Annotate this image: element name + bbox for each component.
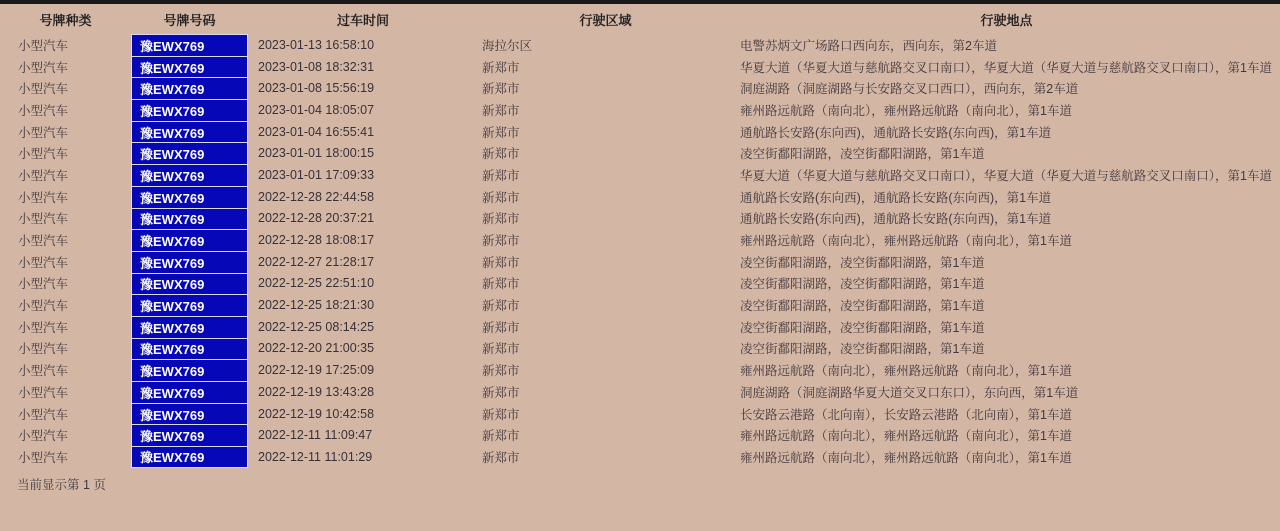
driving-area-cell: 新郑市 <box>482 364 520 379</box>
plate-number-badge[interactable]: 豫EWX769 <box>131 338 248 360</box>
plate-type-cell: 小型汽车 <box>18 234 69 249</box>
plate-number-cell <box>131 142 248 164</box>
pass-time-cell: 2022-12-20 21:00:35 <box>258 341 375 356</box>
column-header-pass-time: 过车时间 <box>336 12 389 28</box>
plate-number-cell <box>131 186 248 208</box>
table-header-row <box>0 4 1280 34</box>
plate-type-cell: 小型汽车 <box>18 82 69 97</box>
driving-area-cell: 新郑市 <box>482 299 520 314</box>
plate-number-cell <box>131 164 248 186</box>
column-header-plate-number: 号牌号码 <box>163 12 216 28</box>
pass-time-cell: 2022-12-11 11:01:29 <box>258 449 373 464</box>
vehicle-records-table <box>0 4 1280 468</box>
plate-number-cell <box>131 403 248 425</box>
driving-area-cell: 新郑市 <box>482 212 520 227</box>
driving-area-cell: 新郑市 <box>482 342 520 357</box>
driving-location-cell: 雍州路远航路（南向北），雍州路远航路（南向北），第1车道 <box>740 103 1072 118</box>
plate-number-cell <box>131 381 248 403</box>
driving-location-cell: 电警苏炳文广场路口西向东，西向东，第2车道 <box>740 38 997 53</box>
driving-area-cell: 新郑市 <box>482 407 520 422</box>
table-row <box>0 251 1280 273</box>
column-header-driving-location: 行驶地点 <box>980 12 1033 28</box>
table-row <box>0 294 1280 316</box>
driving-area-cell: 海拉尔区 <box>482 38 533 53</box>
plate-number-badge[interactable]: 豫EWX769 <box>131 77 248 99</box>
plate-number-cell <box>131 251 248 273</box>
pass-time-cell: 2023-01-08 18:32:31 <box>258 59 375 74</box>
driving-area-cell: 新郑市 <box>482 320 520 335</box>
pass-time-cell: 2022-12-25 22:51:10 <box>258 276 375 291</box>
pass-time-cell: 2022-12-11 11:09:47 <box>258 428 373 443</box>
plate-number-badge[interactable]: 豫EWX769 <box>131 142 248 164</box>
plate-number-badge[interactable]: 豫EWX769 <box>131 186 248 208</box>
plate-number-badge[interactable]: 豫EWX769 <box>131 273 248 295</box>
driving-location-cell: 雍州路远航路（南向北），雍州路远航路（南向北），第1车道 <box>740 234 1072 249</box>
driving-area-cell: 新郑市 <box>482 190 520 205</box>
plate-number-badge[interactable]: 豫EWX769 <box>131 121 248 143</box>
plate-type-cell: 小型汽车 <box>18 429 69 444</box>
plate-number-cell <box>131 359 248 381</box>
plate-number-cell <box>131 316 248 338</box>
pagination-status: 当前显示第 1 页 <box>17 477 106 492</box>
plate-type-cell: 小型汽车 <box>18 299 69 314</box>
driving-location-cell: 凌空街鄱阳湖路，凌空街鄱阳湖路，第1车道 <box>740 320 985 335</box>
plate-number-cell <box>131 56 248 78</box>
driving-area-cell: 新郑市 <box>482 450 520 465</box>
pass-time-cell: 2023-01-08 15:56:19 <box>258 81 375 96</box>
driving-location-cell: 华夏大道（华夏大道与慈航路交叉口南口），华夏大道（华夏大道与慈航路交叉口南口），第1车道 <box>740 60 1272 75</box>
driving-location-cell: 凌空街鄱阳湖路，凌空街鄱阳湖路，第1车道 <box>740 147 985 162</box>
table-row <box>0 142 1280 164</box>
plate-number-badge[interactable]: 豫EWX769 <box>131 34 248 56</box>
table-row <box>0 381 1280 403</box>
driving-area-cell: 新郑市 <box>482 234 520 249</box>
plate-type-cell: 小型汽车 <box>18 168 69 183</box>
plate-number-badge[interactable]: 豫EWX769 <box>131 294 248 316</box>
table-row <box>0 56 1280 78</box>
plate-number-cell <box>131 99 248 121</box>
plate-number-cell <box>131 208 248 230</box>
plate-number-cell <box>131 424 248 446</box>
table-row <box>0 186 1280 208</box>
pass-time-cell: 2023-01-04 18:05:07 <box>258 102 375 117</box>
table-row <box>0 273 1280 295</box>
plate-number-badge[interactable]: 豫EWX769 <box>131 381 248 403</box>
plate-number-cell <box>131 77 248 99</box>
pass-time-cell: 2022-12-25 08:14:25 <box>258 319 375 334</box>
plate-number-badge[interactable]: 豫EWX769 <box>131 99 248 121</box>
plate-number-cell <box>131 121 248 143</box>
table-row <box>0 403 1280 425</box>
plate-number-cell <box>131 294 248 316</box>
table-row <box>0 229 1280 251</box>
plate-type-cell: 小型汽车 <box>18 450 69 465</box>
plate-number-cell <box>131 34 248 56</box>
pass-time-cell: 2022-12-19 10:42:58 <box>258 406 375 421</box>
driving-area-cell: 新郑市 <box>482 147 520 162</box>
table-row <box>0 424 1280 446</box>
driving-location-cell: 雍州路远航路（南向北），雍州路远航路（南向北），第1车道 <box>740 429 1072 444</box>
table-row <box>0 316 1280 338</box>
driving-area-cell: 新郑市 <box>482 103 520 118</box>
driving-location-cell: 华夏大道（华夏大道与慈航路交叉口南口），华夏大道（华夏大道与慈航路交叉口南口），第1车道 <box>740 168 1272 183</box>
plate-type-cell: 小型汽车 <box>18 277 69 292</box>
plate-number-badge[interactable]: 豫EWX769 <box>131 316 248 338</box>
driving-location-cell: 凌空街鄱阳湖路，凌空街鄱阳湖路，第1车道 <box>740 277 985 292</box>
pass-time-cell: 2023-01-01 18:00:15 <box>258 146 375 161</box>
driving-location-cell: 雍州路远航路（南向北），雍州路远航路（南向北），第1车道 <box>740 364 1072 379</box>
driving-area-cell: 新郑市 <box>482 429 520 444</box>
pass-time-cell: 2023-01-04 16:55:41 <box>258 124 375 139</box>
plate-number-cell <box>131 446 248 468</box>
plate-type-cell: 小型汽车 <box>18 38 69 53</box>
driving-location-cell: 凌空街鄱阳湖路，凌空街鄱阳湖路，第1车道 <box>740 255 985 270</box>
plate-number-badge[interactable]: 豫EWX769 <box>131 446 248 468</box>
plate-type-cell: 小型汽车 <box>18 407 69 422</box>
plate-number-cell <box>131 273 248 295</box>
pass-time-cell: 2023-01-01 17:09:33 <box>258 167 375 182</box>
plate-number-badge[interactable]: 豫EWX769 <box>131 403 248 425</box>
pass-time-cell: 2022-12-27 21:28:17 <box>258 254 375 269</box>
column-header-plate-type: 号牌种类 <box>39 12 92 28</box>
pass-time-cell: 2022-12-25 18:21:30 <box>258 298 375 313</box>
driving-location-cell: 洞庭湖路（洞庭湖路华夏大道交叉口东口），东向西，第1车道 <box>740 385 1079 400</box>
table-row <box>0 164 1280 186</box>
table-body <box>0 34 1280 468</box>
table-row <box>0 34 1280 56</box>
pass-time-cell: 2022-12-19 17:25:09 <box>258 363 375 378</box>
driving-area-cell: 新郑市 <box>482 125 520 140</box>
plate-type-cell: 小型汽车 <box>18 60 69 75</box>
driving-location-cell: 凌空街鄱阳湖路，凌空街鄱阳湖路，第1车道 <box>740 342 985 357</box>
plate-number-badge[interactable]: 豫EWX769 <box>131 56 248 78</box>
driving-area-cell: 新郑市 <box>482 255 520 270</box>
table-row <box>0 446 1280 468</box>
table-row <box>0 359 1280 381</box>
driving-location-cell: 通航路长安路(东向西)，通航路长安路(东向西)，第1车道 <box>740 125 1052 140</box>
plate-type-cell: 小型汽车 <box>18 255 69 270</box>
table-row <box>0 338 1280 360</box>
plate-type-cell: 小型汽车 <box>18 342 69 357</box>
table-row <box>0 121 1280 143</box>
table-row <box>0 208 1280 230</box>
pass-time-cell: 2022-12-28 18:08:17 <box>258 233 375 248</box>
plate-type-cell: 小型汽车 <box>18 125 69 140</box>
plate-number-badge[interactable]: 豫EWX769 <box>131 251 248 273</box>
plate-type-cell: 小型汽车 <box>18 147 69 162</box>
driving-location-cell: 通航路长安路(东向西)，通航路长安路(东向西)，第1车道 <box>740 212 1052 227</box>
plate-number-badge[interactable]: 豫EWX769 <box>131 229 248 251</box>
driving-location-cell: 洞庭湖路（洞庭湖路与长安路交叉口西口），西向东，第2车道 <box>740 82 1079 97</box>
plate-type-cell: 小型汽车 <box>18 212 69 227</box>
driving-area-cell: 新郑市 <box>482 277 520 292</box>
plate-type-cell: 小型汽车 <box>18 320 69 335</box>
driving-location-cell: 通航路长安路(东向西)，通航路长安路(东向西)，第1车道 <box>740 190 1052 205</box>
plate-number-badge[interactable]: 豫EWX769 <box>131 359 248 381</box>
driving-location-cell: 长安路云港路（北向南），长安路云港路（北向南），第1车道 <box>740 407 1072 422</box>
driving-area-cell: 新郑市 <box>482 385 520 400</box>
column-header-driving-area: 行驶区域 <box>579 12 632 28</box>
driving-area-cell: 新郑市 <box>482 60 520 75</box>
plate-number-cell <box>131 229 248 251</box>
pass-time-cell: 2023-01-13 16:58:10 <box>258 37 375 52</box>
driving-location-cell: 凌空街鄱阳湖路，凌空街鄱阳湖路，第1车道 <box>740 299 985 314</box>
pass-time-cell: 2022-12-28 20:37:21 <box>258 211 375 226</box>
table-row <box>0 77 1280 99</box>
driving-area-cell: 新郑市 <box>482 168 520 183</box>
plate-number-badge[interactable]: 豫EWX769 <box>131 424 248 446</box>
pass-time-cell: 2022-12-19 13:43:28 <box>258 384 375 399</box>
plate-number-badge[interactable]: 豫EWX769 <box>131 208 248 230</box>
table-row <box>0 99 1280 121</box>
plate-number-cell <box>131 338 248 360</box>
plate-type-cell: 小型汽车 <box>18 385 69 400</box>
driving-location-cell: 雍州路远航路（南向北），雍州路远航路（南向北），第1车道 <box>740 450 1072 465</box>
plate-type-cell: 小型汽车 <box>18 103 69 118</box>
pass-time-cell: 2022-12-28 22:44:58 <box>258 189 375 204</box>
plate-number-badge[interactable]: 豫EWX769 <box>131 164 248 186</box>
plate-type-cell: 小型汽车 <box>18 190 69 205</box>
plate-type-cell: 小型汽车 <box>18 364 69 379</box>
driving-area-cell: 新郑市 <box>482 82 520 97</box>
